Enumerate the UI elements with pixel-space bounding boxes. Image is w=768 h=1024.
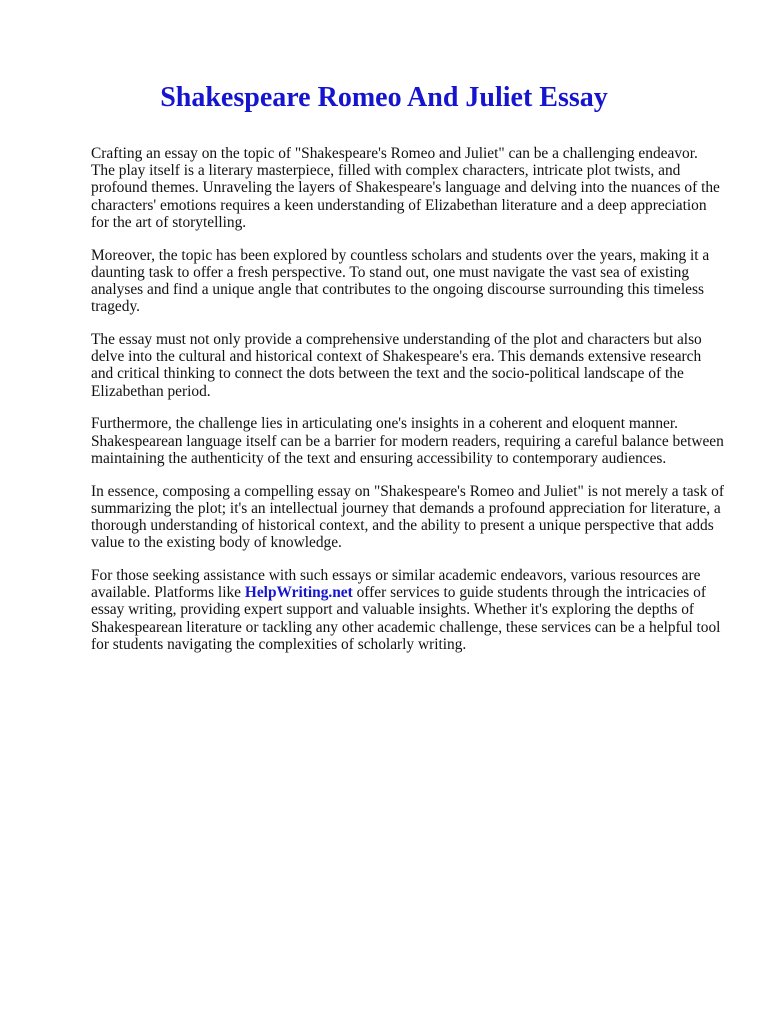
paragraph-6-text-after: offer services to guide students through the intricacies of essay writing, providing expert support and valuable insights. Whether it's exploring the depths of Shakespearean literature or tackling any other academic challenge, these services can be a helpful tool for students navigating the complexities of scholarly writing. bbox=[91, 584, 721, 653]
paragraph-1: Crafting an essay on the topic of "Shakespeare's Romeo and Juliet" can be a challenging endeavor. The play itself is a literary masterpiece, filled with complex characters, intricate plot twists, and profound themes. Unraveling the layers of Shakespeare's language and delving into the nuances of the characters' emotions requires a keen understanding of Elizabethan literature and a deep appreciation for the art of storytelling. bbox=[91, 145, 720, 231]
paragraph-4: Furthermore, the challenge lies in articulating one's insights in a coherent and eloquent manner. Shakespearean language itself can be a barrier for modern readers, requiring a careful balance between maintaining the authenticity of the text and ensuring accessibility to contemporary audiences. bbox=[91, 415, 724, 467]
paragraph-3: The essay must not only provide a comprehensive understanding of the plot and characters but also delve into the cultural and historical context of Shakespeare's era. This demands extensive research and critical thinking to connect the dots between the text and the socio-political landscape of the Elizabethan period. bbox=[91, 331, 702, 400]
paragraph-6-text-before: For those seeking assistance with such essays or similar academic endeavors, various resources are available. Platforms like bbox=[91, 567, 701, 602]
paragraph-2: Moreover, the topic has been explored by countless scholars and students over the years, making it a daunting task to offer a fresh perspective. To stand out, one must navigate the vast sea of existing analyses and find a unique angle that contributes to the ongoing discourse surrounding this timeless tragedy. bbox=[91, 246, 710, 316]
document-title: Shakespeare Romeo And Juliet Essay bbox=[160, 82, 608, 113]
document-body bbox=[91, 145, 725, 669]
paragraph-5: In essence, composing a compelling essay on "Shakespeare's Romeo and Juliet" is not merely a task of summarizing the plot; it's an intellectual journey that demands a profound appreciation for literature, a thorough understanding of historical context, and the ability to present a unique perspective that adds value to the existing body of knowledge. bbox=[91, 482, 724, 552]
helpwriting-link[interactable]: HelpWriting.net bbox=[244, 584, 353, 602]
paragraph-6 bbox=[91, 567, 725, 653]
